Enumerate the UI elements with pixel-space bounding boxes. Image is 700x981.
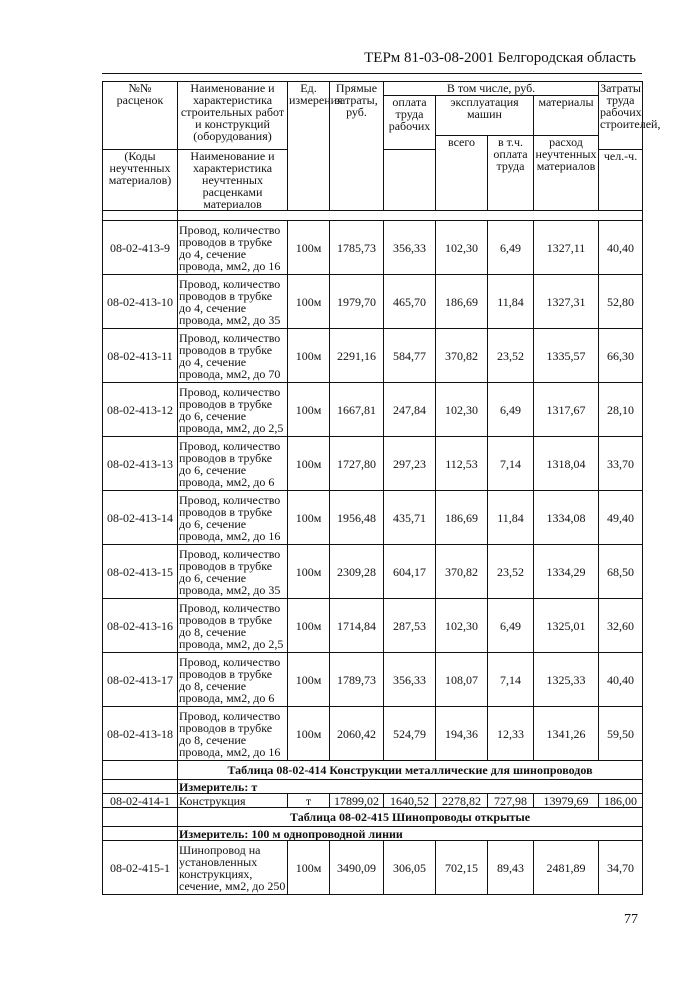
col-header-materials: материалы (534, 96, 599, 136)
machine-operation: 2278,82 (436, 794, 488, 808)
rate-code: 08-02-413-13 (103, 437, 178, 491)
table-row (103, 653, 643, 707)
machine-wages: 11,84 (488, 491, 534, 545)
wages: 524,79 (384, 707, 436, 761)
materials: 2481,89 (534, 841, 599, 895)
work-description: Шинопровод на установленных конструкциях, сечение, мм2, до 250 (178, 841, 288, 895)
table-row (103, 275, 643, 329)
wages: 435,71 (384, 491, 436, 545)
labor-costs: 40,40 (599, 221, 643, 275)
rate-code: 08-02-414-1 (103, 794, 178, 808)
table-row (103, 221, 643, 275)
work-description: Провод, количество проводов в трубке до 8, сечение провода, мм2, до 6 (178, 653, 288, 707)
direct-costs: 3490,09 (330, 841, 384, 895)
direct-costs: 1979,70 (330, 275, 384, 329)
col-header-material-usage: расход неучтенных материалов (534, 136, 599, 211)
rate-code: 08-02-413-11 (103, 329, 178, 383)
wages: 584,77 (384, 329, 436, 383)
unit: 100м (288, 545, 330, 599)
blank-cell (103, 211, 178, 221)
machine-wages: 23,52 (488, 329, 534, 383)
machine-operation: 108,07 (436, 653, 488, 707)
section-title-414: Таблица 08-02-414 Конструкции металлические для шинопроводов (178, 761, 643, 780)
materials: 1325,01 (534, 599, 599, 653)
direct-costs: 2060,42 (330, 707, 384, 761)
rate-code: 08-02-413-14 (103, 491, 178, 545)
machine-wages: 727,98 (488, 794, 534, 808)
measure-414: Измеритель: т (178, 780, 643, 794)
machine-operation: 370,82 (436, 329, 488, 383)
unit: 100м (288, 599, 330, 653)
col-header-labor-unit: чел.-ч. (599, 150, 643, 211)
work-description: Провод, количество проводов в трубке до 8, сечение провода, мм2, до 2,5 (178, 599, 288, 653)
unit: 100м (288, 383, 330, 437)
running-header: ТЕРм 81-03-08-2001 Белгородская область (364, 50, 636, 66)
unit: 100м (288, 653, 330, 707)
rate-code: 08-02-413-17 (103, 653, 178, 707)
machine-operation: 186,69 (436, 491, 488, 545)
measure-415: Измеритель: 100 м однопроводной линии (178, 827, 643, 841)
wages: 287,53 (384, 599, 436, 653)
table-row (103, 599, 643, 653)
machine-wages: 6,49 (488, 221, 534, 275)
col-header-wages: оплата труда рабочих (384, 96, 436, 150)
blank-cell (103, 808, 178, 827)
materials: 1327,11 (534, 221, 599, 275)
table-row (103, 491, 643, 545)
table-row (103, 794, 643, 808)
col-header-including: В том числе, руб. (384, 82, 599, 96)
machine-operation: 112,53 (436, 437, 488, 491)
work-description: Провод, количество проводов в трубке до 4, сечение провода, мм2, до 70 (178, 329, 288, 383)
machine-wages: 6,49 (488, 383, 534, 437)
wages: 1640,52 (384, 794, 436, 808)
machine-wages: 89,43 (488, 841, 534, 895)
labor-costs: 59,50 (599, 707, 643, 761)
wages: 356,33 (384, 221, 436, 275)
labor-costs: 28,10 (599, 383, 643, 437)
wages: 604,17 (384, 545, 436, 599)
materials: 1317,67 (534, 383, 599, 437)
machine-operation: 102,30 (436, 221, 488, 275)
direct-costs: 1785,73 (330, 221, 384, 275)
rate-code: 08-02-413-15 (103, 545, 178, 599)
materials: 1325,33 (534, 653, 599, 707)
work-description: Провод, количество проводов в трубке до 8, сечение провода, мм2, до 16 (178, 707, 288, 761)
unit: 100м (288, 437, 330, 491)
direct-costs: 2309,28 (330, 545, 384, 599)
wages: 247,84 (384, 383, 436, 437)
rate-code: 08-02-415-1 (103, 841, 178, 895)
table-row (103, 707, 643, 761)
materials: 1334,08 (534, 491, 599, 545)
col-header-material-codes: (Коды неучтенных материалов) (103, 150, 178, 211)
machine-operation: 370,82 (436, 545, 488, 599)
col-header-name: Наименование и характеристика строительных работ и конструкций (оборудования) (178, 82, 288, 150)
labor-costs: 186,00 (599, 794, 643, 808)
header-rule (102, 73, 642, 74)
table-row (103, 841, 643, 895)
machine-wages: 12,33 (488, 707, 534, 761)
wages: 356,33 (384, 653, 436, 707)
table-row (103, 437, 643, 491)
direct-costs: 1956,48 (330, 491, 384, 545)
machine-operation: 194,36 (436, 707, 488, 761)
col-header-direct-costs: Прямые затраты, руб. (330, 82, 384, 211)
labor-costs: 32,60 (599, 599, 643, 653)
materials: 1318,04 (534, 437, 599, 491)
direct-costs: 1714,84 (330, 599, 384, 653)
wages: 297,23 (384, 437, 436, 491)
work-description: Конструкция (178, 794, 288, 808)
unit: 100м (288, 491, 330, 545)
unit: 100м (288, 841, 330, 895)
rates-table (102, 81, 661, 895)
work-description: Провод, количество проводов в трубке до 6, сечение провода, мм2, до 2,5 (178, 383, 288, 437)
unit: 100м (288, 221, 330, 275)
work-description: Провод, количество проводов в трубке до 4, сечение провода, мм2, до 35 (178, 275, 288, 329)
col-header-machines-wage: в т.ч. оплата труда (488, 136, 534, 211)
labor-costs: 52,80 (599, 275, 643, 329)
col-header-machines: эксплуатация машин (436, 96, 534, 136)
table-row (103, 383, 643, 437)
col-header-code: №№ расценок (103, 82, 178, 150)
unit: т (288, 794, 330, 808)
rate-code: 08-02-413-18 (103, 707, 178, 761)
wages: 465,70 (384, 275, 436, 329)
page-number: 77 (624, 912, 638, 927)
machine-wages: 6,49 (488, 599, 534, 653)
materials: 1335,57 (534, 329, 599, 383)
labor-costs: 68,50 (599, 545, 643, 599)
direct-costs: 2291,16 (330, 329, 384, 383)
labor-costs: 34,70 (599, 841, 643, 895)
col-header-labor: Затраты труда рабочих строителей, (599, 82, 643, 150)
blank-cell (103, 827, 178, 841)
machine-wages: 11,84 (488, 275, 534, 329)
machine-operation: 702,15 (436, 841, 488, 895)
col-header-machines-total: всего (436, 136, 488, 211)
work-description: Провод, количество проводов в трубке до 6, сечение провода, мм2, до 35 (178, 545, 288, 599)
machine-operation: 186,69 (436, 275, 488, 329)
unit: 100м (288, 275, 330, 329)
machine-wages: 23,52 (488, 545, 534, 599)
materials: 1341,26 (534, 707, 599, 761)
machine-wages: 7,14 (488, 437, 534, 491)
rate-code: 08-02-413-12 (103, 383, 178, 437)
col-header-material-names: Наименование и характеристика неучтенных расценками материалов (178, 150, 288, 211)
work-description: Провод, количество проводов в трубке до 6, сечение провода, мм2, до 6 (178, 437, 288, 491)
section-title-415: Таблица 08-02-415 Шинопроводы открытые (178, 808, 643, 827)
rate-code: 08-02-413-10 (103, 275, 178, 329)
table-row (103, 545, 643, 599)
unit: 100м (288, 329, 330, 383)
labor-costs: 40,40 (599, 653, 643, 707)
machine-operation: 102,30 (436, 383, 488, 437)
col-header-wages-blank (384, 150, 436, 211)
unit: 100м (288, 707, 330, 761)
col-header-unit: Ед. измерения (288, 82, 330, 211)
machine-wages: 7,14 (488, 653, 534, 707)
direct-costs: 17899,02 (330, 794, 384, 808)
materials: 1327,31 (534, 275, 599, 329)
work-description: Провод, количество проводов в трубке до 6, сечение провода, мм2, до 16 (178, 491, 288, 545)
blank-cell (103, 780, 178, 794)
direct-costs: 1727,80 (330, 437, 384, 491)
rate-code: 08-02-413-16 (103, 599, 178, 653)
spacer-row (178, 211, 643, 221)
labor-costs: 66,30 (599, 329, 643, 383)
materials: 13979,69 (534, 794, 599, 808)
wages: 306,05 (384, 841, 436, 895)
work-description: Провод, количество проводов в трубке до 4, сечение провода, мм2, до 16 (178, 221, 288, 275)
rate-code: 08-02-413-9 (103, 221, 178, 275)
direct-costs: 1789,73 (330, 653, 384, 707)
table-row (103, 329, 643, 383)
machine-operation: 102,30 (436, 599, 488, 653)
labor-costs: 33,70 (599, 437, 643, 491)
blank-cell (103, 761, 178, 780)
materials: 1334,29 (534, 545, 599, 599)
direct-costs: 1667,81 (330, 383, 384, 437)
labor-costs: 49,40 (599, 491, 643, 545)
